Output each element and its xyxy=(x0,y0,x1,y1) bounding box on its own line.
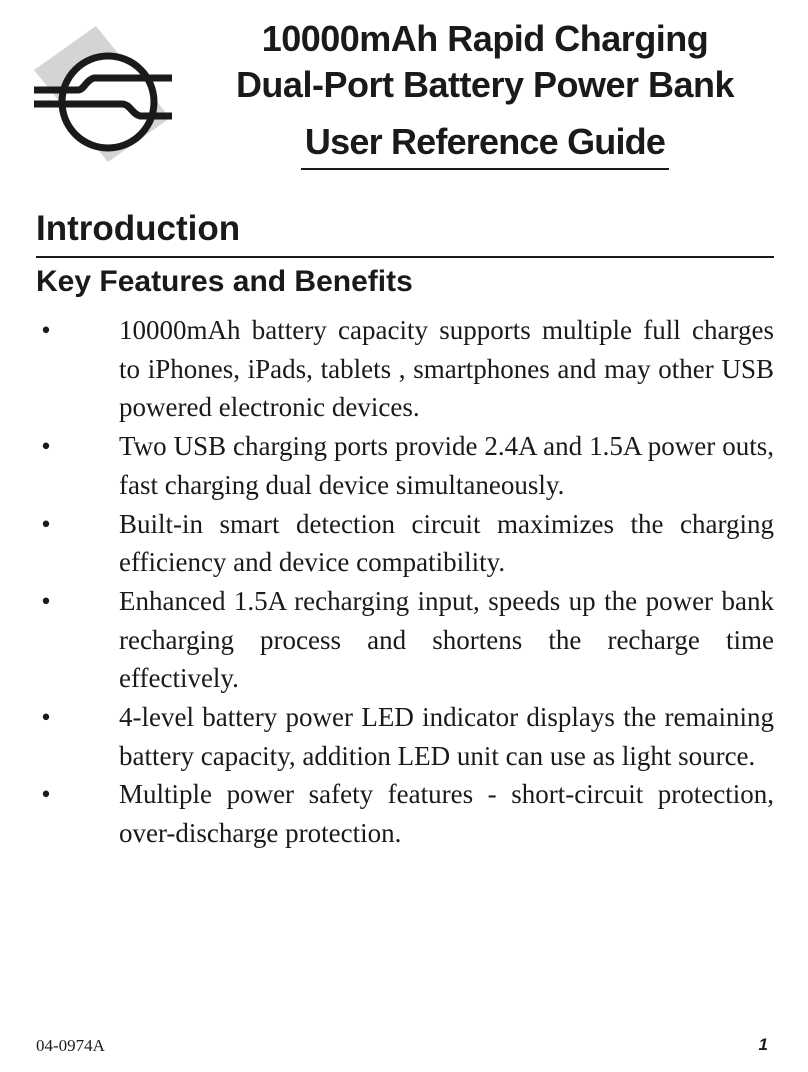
feature-text: Two USB charging ports provide 2.4A and 1.5A power outs, fast charging dual device simultaneously. xyxy=(119,431,774,500)
bullet-icon: • xyxy=(41,702,51,733)
feature-text: Enhanced 1.5A recharging input, speeds up the power bank recharging process and shortens the recharge time effectively. xyxy=(119,585,774,694)
page-number: 1 xyxy=(758,1035,768,1054)
feature-text: 10000mAh battery capacity supports multiple full charges to iPhones, iPads, tablets , smartphones and may other USB powered electronic devices. xyxy=(119,315,774,423)
list-item xyxy=(36,505,774,582)
list-item xyxy=(36,311,774,427)
feature-text: Multiple power safety features - short-circuit protection, over-discharge protection. xyxy=(119,779,774,849)
guide-title: User Reference Guide xyxy=(301,120,669,170)
bullet-icon: • xyxy=(41,779,51,810)
bullet-icon: • xyxy=(41,315,51,345)
bullet-icon: • xyxy=(41,431,51,462)
document-title-block xyxy=(190,16,780,170)
brand-logo-icon xyxy=(22,18,182,168)
list-item xyxy=(36,427,774,504)
feature-text: Built-in smart detection circuit maximizes the charging efficiency and device compatibility. xyxy=(119,508,774,578)
bullet-icon: • xyxy=(41,585,51,616)
feature-text: 4-level battery power LED indicator displays the remaining battery capacity, addition LED unit can use as light source. xyxy=(119,702,774,771)
document-code: 04-0974A xyxy=(36,1036,105,1055)
product-title-line-2: Dual-Port Battery Power Bank xyxy=(235,64,735,105)
bullet-icon: • xyxy=(41,508,51,539)
list-item xyxy=(36,698,774,775)
product-title-line-1: 10000mAh Rapid Charging xyxy=(261,18,709,59)
sub-heading: Key Features and Benefits xyxy=(36,265,413,298)
feature-list xyxy=(36,311,774,853)
list-item xyxy=(36,582,774,698)
list-item xyxy=(36,775,774,852)
section-heading: Introduction xyxy=(36,206,774,258)
